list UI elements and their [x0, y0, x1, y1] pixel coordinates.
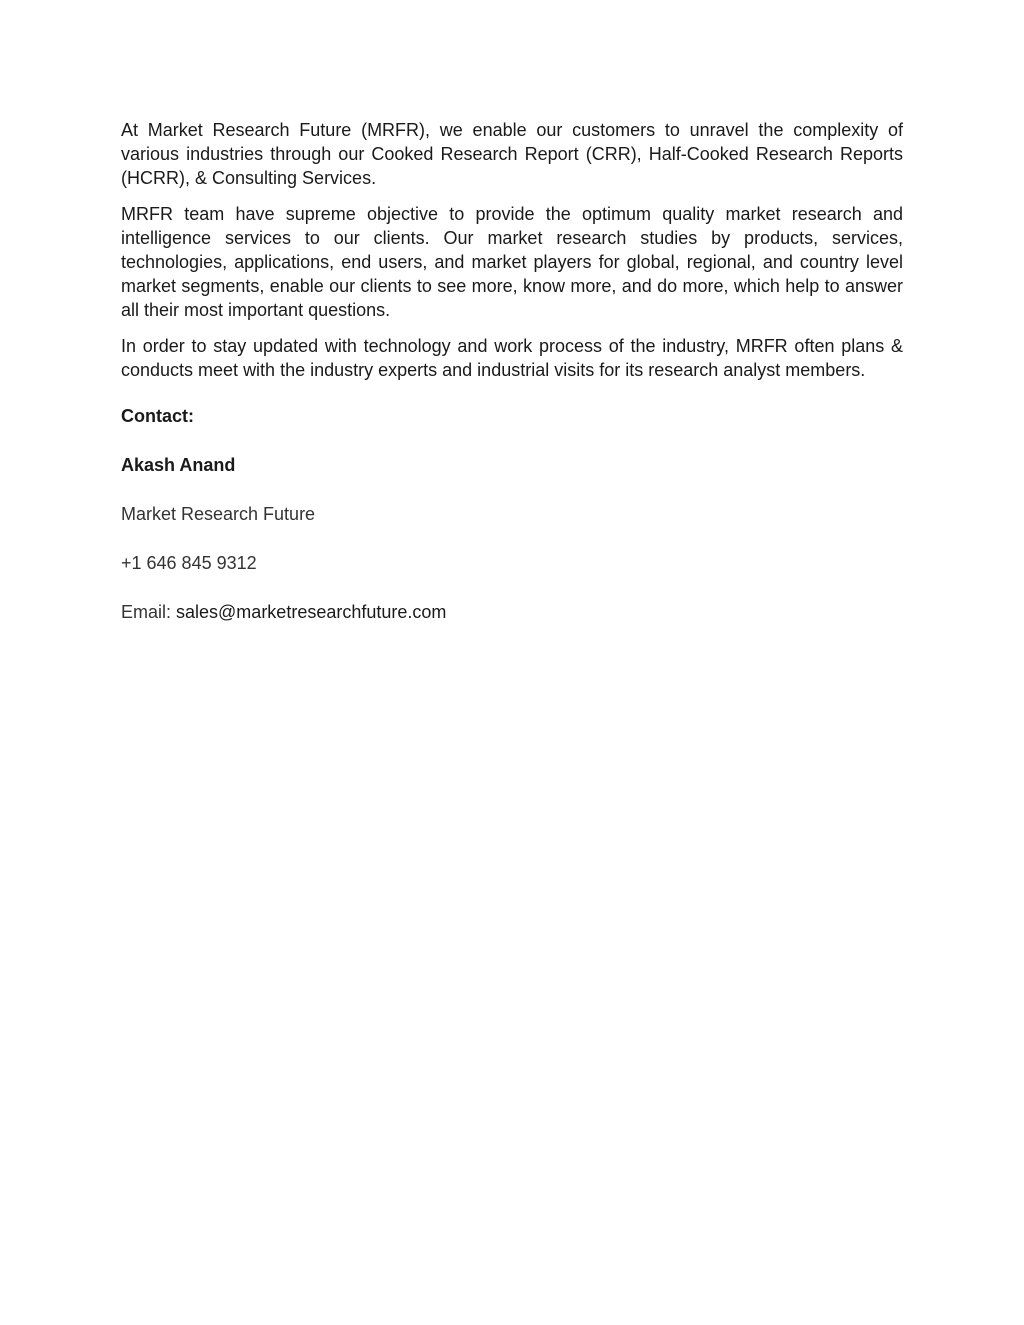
email-value[interactable]: sales@marketresearchfuture.com [176, 602, 447, 622]
email-label: Email: [121, 602, 177, 622]
contact-phone: +1 646 845 9312 [121, 553, 257, 573]
contact-heading: Contact: [121, 406, 194, 426]
contact-email [121, 600, 903, 625]
contact-name: Akash Anand [121, 455, 236, 475]
contact-company: Market Research Future [121, 504, 316, 524]
document-page [121, 118, 903, 649]
objective-paragraph: MRFR team have supreme objective to provide the optimum quality market research and intelligence services to our clients. Our market research studies by products, services, technologies, applications, end users, and market players for global, regional, and country level market segments, enable our clients to see more, know more, and do more, which help to answer all their most important questions. [121, 204, 903, 320]
process-paragraph: In order to stay updated with technology and work process of the industry, MRFR often plans & conducts meet with the industry experts and industrial visits for its research analyst members. [121, 336, 903, 380]
intro-paragraph: At Market Research Future (MRFR), we enable our customers to unravel the complexity of various industries through our Cooked Research Report (CRR), Half-Cooked Research Reports (HCRR), & Consulting Services. [121, 120, 903, 188]
